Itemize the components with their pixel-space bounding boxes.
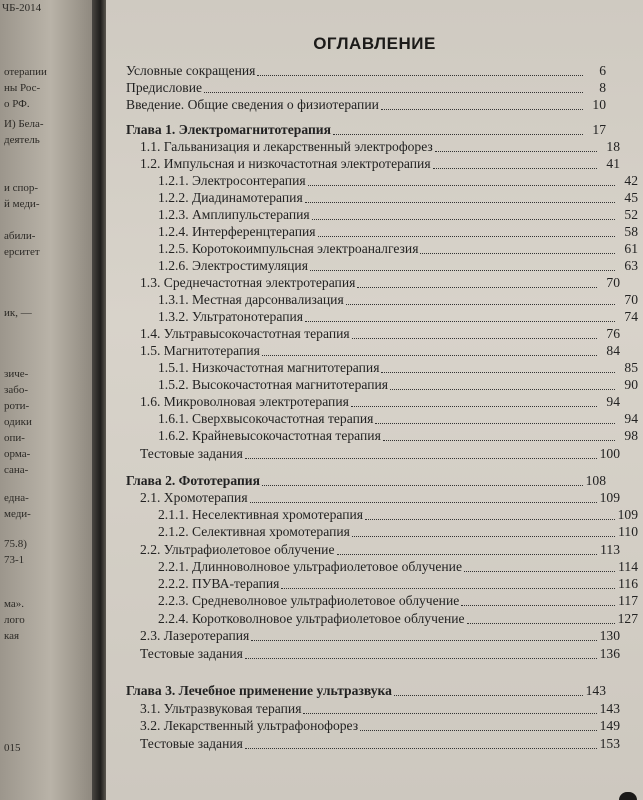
toc-entry-row [106, 575, 638, 592]
toc-entry-row [106, 342, 620, 359]
dot-leader [352, 536, 615, 537]
page-number: 84 [606, 343, 620, 358]
page-number: 94 [624, 411, 638, 426]
page-number: 116 [618, 576, 638, 591]
page-number: 70 [606, 275, 620, 290]
page-number: 74 [624, 309, 638, 324]
dot-leader [281, 588, 615, 589]
page-number: 18 [606, 139, 620, 154]
toc-entry-row [106, 627, 620, 644]
toc-entry-row [106, 223, 638, 240]
left-page [0, 0, 92, 800]
page-number: 117 [618, 593, 638, 608]
toc-entry-label: 1.2.2. Диадинамотерапия [158, 190, 303, 205]
toc-entry-label: 1.6. Микроволновая электротерапия [140, 394, 349, 409]
page-number: 17 [592, 122, 606, 137]
toc-entry-label: 1.5.2. Высокочастотная магнитотерапия [158, 377, 389, 392]
page-number: 85 [624, 360, 638, 375]
toc-entry-row [106, 489, 620, 506]
toc-entry-row [106, 359, 638, 376]
toc-entry-label: Тестовые задания [140, 646, 243, 661]
dot-leader [394, 695, 583, 696]
toc-entry-row [106, 592, 638, 609]
page-number: 153 [599, 736, 620, 751]
page-number: 109 [599, 490, 620, 505]
page-corner-shadow [619, 792, 637, 800]
page-number: 136 [599, 646, 620, 661]
toc-entry-label: 1.4. Ультравысокочастотная терапия [140, 326, 350, 341]
left-page-text-fragment: и спор- [4, 182, 39, 194]
toc-entry-row [106, 445, 620, 462]
toc-entry-label: 2.1.1. Неселективная хромотерапия [158, 507, 364, 522]
page-number: 61 [624, 241, 638, 256]
toc-entry-row [106, 291, 638, 308]
left-page-text-fragment: абили- [4, 230, 36, 242]
toc-entry-label: 2.2. Ультрафиолетовое облучение [140, 542, 335, 557]
toc-entry-label: 2.2.1. Длинноволновое ультрафиолетовое облучение [158, 559, 462, 574]
page-number: 90 [624, 377, 638, 392]
toc-entry-row [106, 735, 620, 752]
toc-entry-label: 1.1. Гальванизация и лекарственный электрофорез [140, 139, 433, 154]
dot-leader [333, 134, 583, 135]
dot-leader [305, 202, 615, 203]
chapter-title: Глава 2. Фототерапия [126, 473, 260, 488]
toc-entry-label: Предисловие [126, 80, 203, 95]
dot-leader [433, 168, 597, 169]
page-number: 130 [599, 628, 620, 643]
book-gutter [92, 0, 106, 800]
dot-leader [467, 623, 615, 624]
left-page-text-fragment: ЧБ-2014 [2, 2, 42, 14]
left-page-text-fragment: ма». [4, 598, 25, 610]
toc-entry-label: Введение. Общие сведения о физиотерапии [126, 97, 379, 112]
dot-leader [357, 287, 597, 288]
dot-leader [461, 605, 615, 606]
page-number: 94 [606, 394, 620, 409]
dot-leader [351, 406, 597, 407]
toc-entry-row [106, 257, 638, 274]
dot-leader [337, 554, 598, 555]
left-page-text-fragment: роти- [4, 400, 30, 412]
page-number: 41 [606, 156, 620, 171]
toc-entry-label: 1.2.5. Коротокоимпульсная электроаналгезия [158, 241, 419, 256]
toc-entry-label: 2.1. Хромотерапия [140, 490, 248, 505]
dot-leader [435, 151, 597, 152]
chapter-title: Глава 3. Лечебное применение ультразвука [126, 683, 392, 698]
toc-entry-row [106, 96, 606, 113]
toc-entry-row [106, 240, 638, 257]
dot-leader [464, 571, 615, 572]
toc-entry-row [106, 523, 638, 540]
dot-leader [360, 730, 596, 731]
dot-leader [383, 440, 615, 441]
chapter-title: Глава 1. Электромагнитотерапия [126, 122, 331, 137]
toc-entry-row [106, 645, 620, 662]
left-page-text-fragment: И) Бела- [4, 118, 44, 130]
page-number: 143 [585, 683, 606, 698]
toc-entry-label: 2.2.4. Коротковолновое ультрафиолетовое облучение [158, 611, 465, 626]
left-page-text-fragment: ерситет [4, 246, 40, 258]
toc-entry-row [106, 308, 638, 325]
toc-entry-label: 1.5. Магнитотерапия [140, 343, 260, 358]
dot-leader [346, 304, 615, 305]
toc-entry-row [106, 717, 620, 734]
dot-leader [312, 219, 615, 220]
page-number: 6 [599, 63, 606, 78]
toc-entry-row [106, 541, 620, 558]
dot-leader [420, 253, 615, 254]
dot-leader [381, 372, 615, 373]
page-number: 76 [606, 326, 620, 341]
page-number: 8 [599, 80, 606, 95]
dot-leader [318, 236, 616, 237]
toc-entry-row [106, 206, 638, 223]
page-number: 10 [592, 97, 606, 112]
dot-leader [245, 658, 597, 659]
dot-leader [250, 502, 597, 503]
page-number: 113 [600, 542, 620, 557]
toc-entry-row [106, 506, 638, 523]
left-page-text-fragment: забо- [4, 384, 28, 396]
dot-leader [305, 321, 615, 322]
dot-leader [365, 519, 615, 520]
toc-entry-label: 1.2. Импульсная и низкочастотная электротерапия [140, 156, 431, 171]
left-page-text-fragment: една- [4, 492, 29, 504]
dot-leader [381, 109, 583, 110]
toc-entry-row [106, 393, 620, 410]
left-page-text-fragment: й меди- [4, 198, 40, 210]
left-page-text-fragment: опи- [4, 432, 25, 444]
dot-leader [308, 185, 615, 186]
toc-entry-label: 3.2. Лекарственный ультрафонофорез [140, 718, 359, 733]
toc-entry-row [106, 79, 606, 96]
toc-entry-row [106, 410, 638, 427]
page-number: 143 [599, 701, 620, 716]
left-page-text-fragment: ик, — [4, 307, 32, 319]
toc-chapter-row [106, 682, 606, 699]
page-number: 63 [624, 258, 638, 273]
left-page-text-fragment: о РФ. [4, 98, 30, 110]
dot-leader [204, 92, 583, 93]
toc-entry-label: 1.6.1. Сверхвысокочастотная терапия [158, 411, 374, 426]
page-number: 58 [624, 224, 638, 239]
dot-leader [262, 355, 597, 356]
page-number: 108 [585, 473, 606, 488]
toc-entry-row [106, 189, 638, 206]
page-number: 149 [599, 718, 620, 733]
toc-entry-label: Условные сокращения [126, 63, 256, 78]
toc-entry-row [106, 172, 638, 189]
dot-leader [390, 389, 615, 390]
left-page-text-fragment: 015 [4, 742, 21, 754]
toc-entry-row [106, 376, 638, 393]
toc-page [106, 0, 643, 800]
left-page-text-fragment: отерапии [4, 66, 47, 78]
toc-entry-label: 2.2.3. Средневолновое ультрафиолетовое облучение [158, 593, 460, 608]
toc-entry-label: 1.6.2. Крайневысокочастотная терапия [158, 428, 381, 443]
toc-entry-label: Тестовые задания [140, 736, 243, 751]
dot-leader [251, 640, 596, 641]
toc-entry-row [106, 610, 638, 627]
toc-entry-label: 1.2.3. Амплипульстерапия [158, 207, 310, 222]
left-page-text-fragment: кая [4, 630, 20, 642]
page-title: ОГЛАВЛЕНИЕ [313, 34, 436, 53]
dot-leader [310, 270, 615, 271]
page-number: 70 [624, 292, 638, 307]
page-number: 114 [618, 559, 638, 574]
dot-leader [257, 75, 583, 76]
left-page-text-fragment: деятель [4, 134, 40, 146]
left-page-text-fragment: 73-1 [4, 554, 25, 566]
dot-leader [375, 423, 615, 424]
left-page-text-fragment: 75.8) [4, 538, 27, 550]
page-number: 109 [617, 507, 638, 522]
toc-chapter-row [106, 121, 606, 138]
toc-entry-row [106, 138, 620, 155]
toc-entry-row [106, 427, 638, 444]
toc-entry-label: 3.1. Ультразвуковая терапия [140, 701, 302, 716]
dot-leader [303, 713, 596, 714]
toc-entry-label: 2.3. Лазеротерапия [140, 628, 250, 643]
page-number: 45 [624, 190, 638, 205]
toc-entry-row [106, 274, 620, 291]
toc-entry-label: 1.3.1. Местная дарсонвализация [158, 292, 344, 307]
toc-entry-row [106, 558, 638, 575]
page-number: 42 [624, 173, 638, 188]
page-number: 98 [624, 428, 638, 443]
toc-entry-label: Тестовые задания [140, 446, 243, 461]
toc-entry-label: 1.3.2. Ультратонотерапия [158, 309, 304, 324]
toc-entry-row [106, 325, 620, 342]
left-page-text-fragment: меди- [4, 508, 31, 520]
dot-leader [262, 485, 583, 486]
page-number: 52 [624, 207, 638, 222]
toc-chapter-row [106, 472, 606, 489]
toc-entry-label: 1.2.1. Электросонтерапия [158, 173, 306, 188]
dot-leader [245, 748, 597, 749]
page-number: 100 [599, 446, 620, 461]
toc-entry-label: 2.1.2. Селективная хромотерапия [158, 524, 350, 539]
toc-entry-row [106, 62, 606, 79]
toc-entry-label: 2.2.2. ПУВА-терапия [158, 576, 280, 591]
dot-leader [245, 458, 597, 459]
dot-leader [352, 338, 597, 339]
left-page-text-fragment: одики [4, 416, 32, 428]
left-page-text-fragment: сана- [4, 464, 29, 476]
toc-entry-label: 1.5.1. Низкочастотная магнитотерапия [158, 360, 380, 375]
left-page-text-fragment: лого [4, 614, 25, 626]
left-page-text-fragment: зиче- [4, 368, 29, 380]
toc-entry-label: 1.2.6. Электростимуляция [158, 258, 308, 273]
left-page-text-fragment: орма- [4, 448, 31, 460]
toc-entry-label: 1.2.4. Интерференцтерапия [158, 224, 316, 239]
toc-entry-row [106, 700, 620, 717]
toc-entry-label: 1.3. Среднечастотная электротерапия [140, 275, 356, 290]
page-number: 110 [618, 524, 638, 539]
left-page-text-fragment: ны Рос- [4, 82, 41, 94]
toc-entry-row [106, 155, 620, 172]
page-number: 127 [617, 611, 638, 626]
